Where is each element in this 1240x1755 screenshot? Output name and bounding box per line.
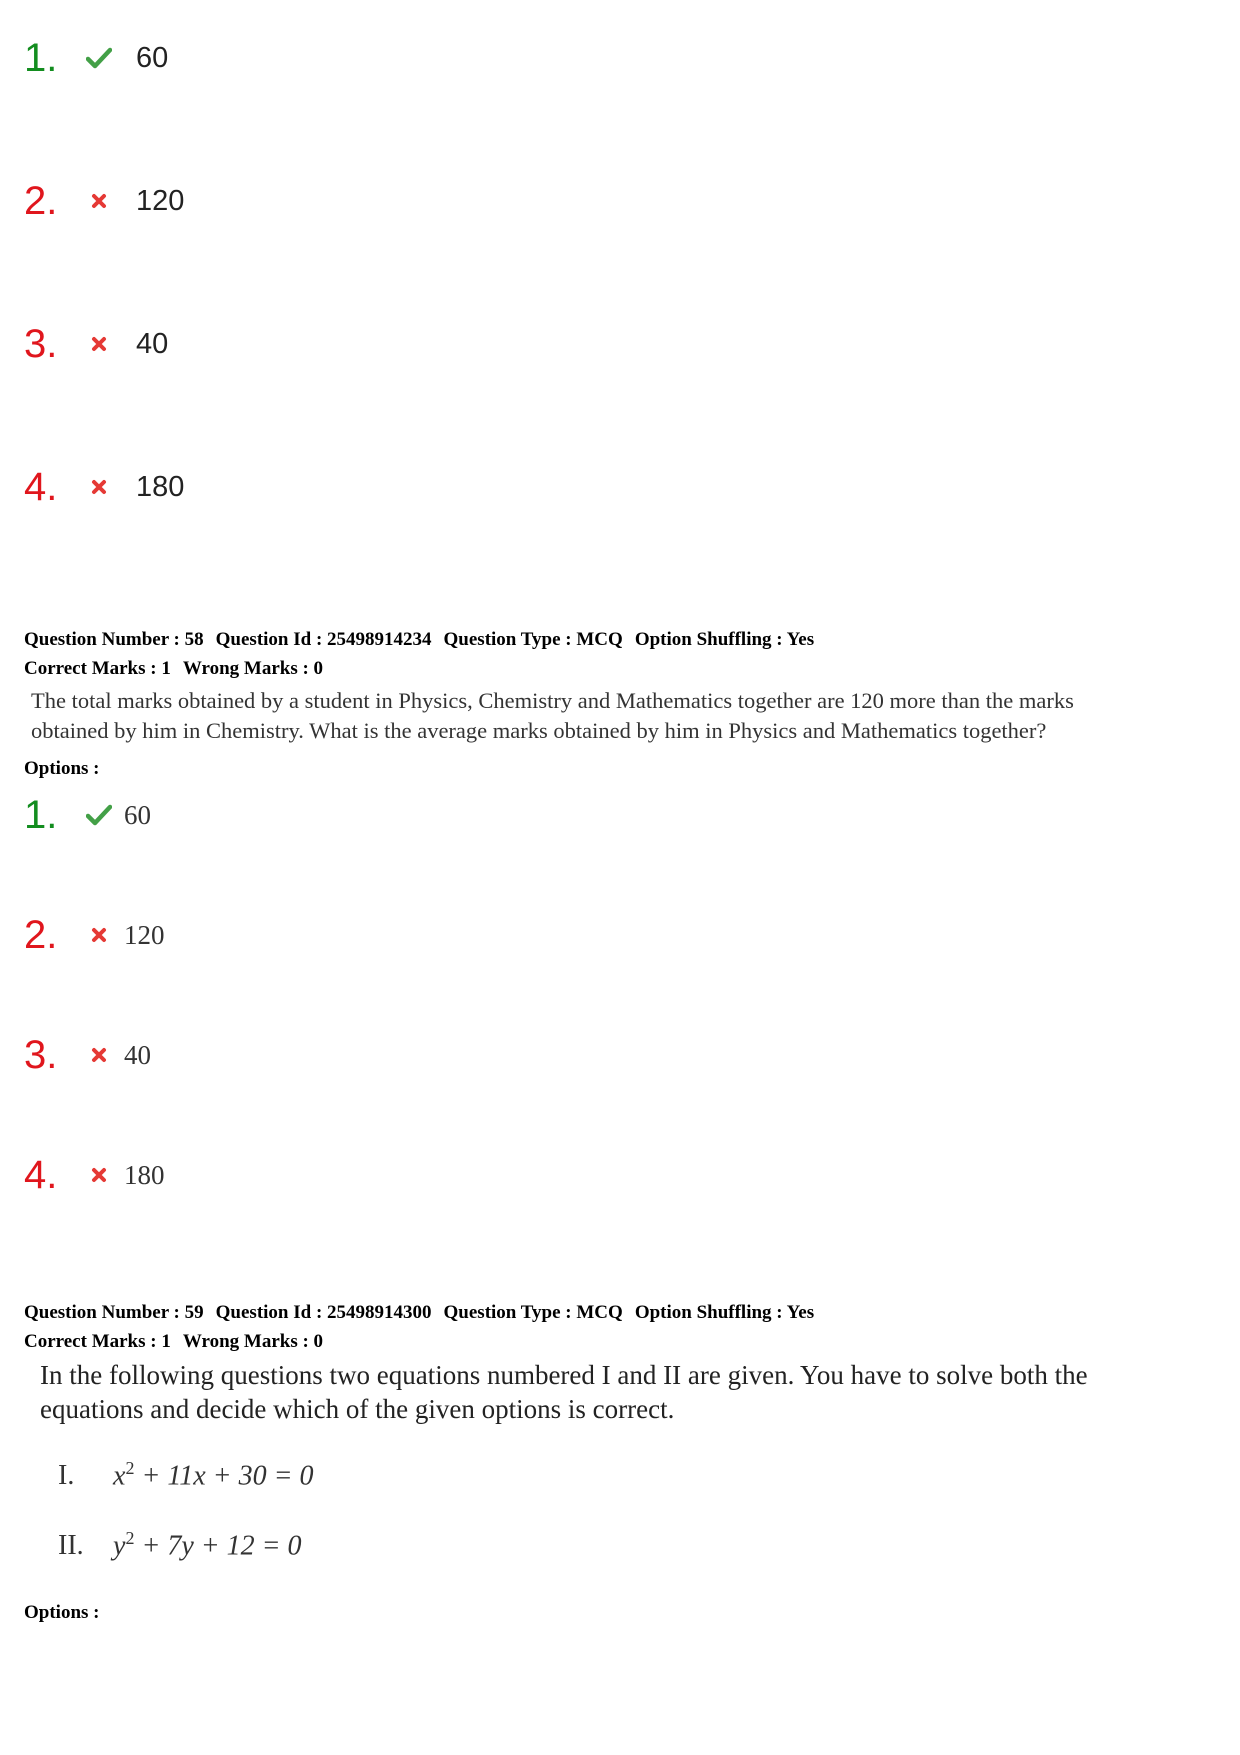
question-text-line: In the following questions two equations numbered I and II are given. You have to solve both the bbox=[40, 1360, 1088, 1390]
option-number: 4. bbox=[24, 464, 58, 509]
option-row bbox=[24, 171, 184, 231]
correct-marks: Correct Marks : 1 bbox=[24, 658, 171, 679]
equation-variable: y bbox=[113, 1530, 126, 1562]
option-value: 40 bbox=[136, 327, 169, 360]
option-row bbox=[24, 457, 184, 517]
question-number: Question Number : 58 bbox=[24, 629, 204, 650]
option-shuffling: Option Shuffling : Yes bbox=[634, 629, 815, 650]
option-value: 180 bbox=[136, 470, 185, 503]
question-text bbox=[40, 1358, 1230, 1426]
equation-roman: I. bbox=[58, 1460, 75, 1492]
option-number: 1. bbox=[24, 792, 58, 837]
wrong-marks: Wrong Marks : 0 bbox=[182, 658, 324, 679]
option-number: 2. bbox=[24, 912, 58, 957]
option-value: 180 bbox=[124, 1159, 165, 1190]
equation-variable: x bbox=[113, 1460, 126, 1492]
option-row bbox=[24, 1025, 151, 1085]
check-icon bbox=[84, 43, 114, 73]
marks-info bbox=[24, 1331, 323, 1353]
cross-icon bbox=[84, 186, 114, 216]
question-text-line: The total marks obtained by a student in Physics, Chemistry and Mathematics together are 120 more than the marks bbox=[31, 688, 1074, 713]
option-row bbox=[24, 905, 165, 965]
option-number: 2. bbox=[24, 178, 58, 223]
option-number: 3. bbox=[24, 321, 58, 366]
equation-roman: II. bbox=[58, 1530, 84, 1562]
equation-rest: + 7y + 12 = 0 bbox=[134, 1530, 302, 1562]
option-row bbox=[24, 28, 168, 88]
question-id: Question Id : 25498914234 bbox=[215, 629, 432, 650]
equation-rest: + 11x + 30 = 0 bbox=[134, 1460, 314, 1492]
equation-2 bbox=[58, 1528, 302, 1562]
question-text-line: obtained by him in Chemistry. What is the average marks obtained by him in Physics and Mathematics together? bbox=[31, 718, 1047, 743]
wrong-marks: Wrong Marks : 0 bbox=[182, 1331, 324, 1352]
option-row bbox=[24, 785, 151, 845]
option-number: 3. bbox=[24, 1032, 58, 1077]
question-meta bbox=[24, 629, 814, 651]
option-row bbox=[24, 1145, 165, 1205]
option-shuffling: Option Shuffling : Yes bbox=[634, 1302, 815, 1323]
option-value: 120 bbox=[124, 919, 165, 950]
question-meta bbox=[24, 1302, 814, 1324]
equation-exponent: 2 bbox=[125, 1458, 135, 1478]
marks-info bbox=[24, 658, 323, 680]
cross-icon bbox=[84, 1040, 114, 1070]
equation-body bbox=[113, 1458, 313, 1492]
correct-marks: Correct Marks : 1 bbox=[24, 1331, 171, 1352]
question-text-line: equations and decide which of the given options is correct. bbox=[40, 1394, 675, 1424]
cross-icon bbox=[84, 920, 114, 950]
question-type: Question Type : MCQ bbox=[443, 1302, 623, 1323]
question-id: Question Id : 25498914300 bbox=[215, 1302, 432, 1323]
option-number: 1. bbox=[24, 35, 58, 80]
equation-1 bbox=[58, 1458, 313, 1492]
cross-icon bbox=[84, 1160, 114, 1190]
option-value: 60 bbox=[136, 41, 169, 74]
options-label: Options : bbox=[24, 1602, 100, 1623]
cross-icon bbox=[84, 329, 114, 359]
equation-exponent: 2 bbox=[125, 1528, 135, 1548]
options-label: Options : bbox=[24, 758, 100, 779]
cross-icon bbox=[84, 472, 114, 502]
question-type: Question Type : MCQ bbox=[443, 629, 623, 650]
option-value: 40 bbox=[124, 1039, 151, 1070]
option-value: 60 bbox=[124, 799, 151, 830]
option-row bbox=[24, 314, 168, 374]
question-text bbox=[31, 686, 1221, 746]
equation-body bbox=[113, 1528, 302, 1562]
question-number: Question Number : 59 bbox=[24, 1302, 204, 1323]
check-icon bbox=[84, 800, 114, 830]
option-number: 4. bbox=[24, 1152, 58, 1197]
option-value: 120 bbox=[136, 184, 185, 217]
